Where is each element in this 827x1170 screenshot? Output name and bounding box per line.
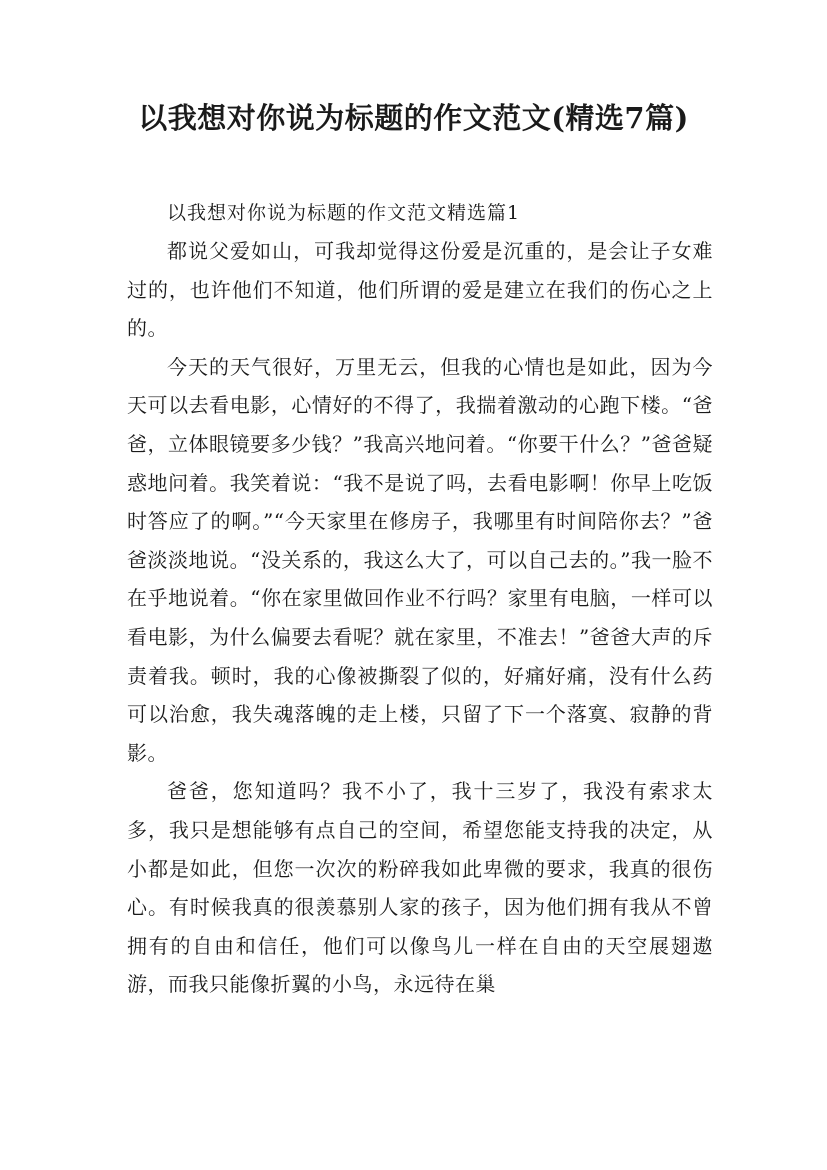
- paragraph-2: 今天的天气很好，万里无云，但我的心情也是如此，因为今天可以去看电影，心情好的不得了，我揣着激动的心跑下楼。“爸爸，立体眼镜要多少钱？”我高兴地问着。“你要干什么？”爸爸疑惑地问着。我笑着说：“我不是说了吗，去看电影啊！你早上吃饭时答应了的啊。”“今天家里在修房子，我哪里有时间陪你去？”爸爸淡淡地说。“没关系的，我这么大了，可以自己去的。”我一脸不在乎地说着。“你在家里做回作业不行吗？家里有电脑，一样可以看电影，为什么偏要去看呢？就在家里，不准去！”爸爸大声的斥责着我。顿时，我的心像被撕裂了似的，好痛好痛，没有什么药可以治愈，我失魂落魄的走上楼，只留了下一个落寞、寂静的背影。: [127, 354, 713, 765]
- document-body: [127, 194, 713, 1004]
- section-heading: 以我想对你说为标题的作文范文精选篇1: [167, 202, 521, 224]
- paragraph-3: 爸爸，您知道吗？我不小了，我十三岁了，我没有索求太多，我只是想能够有点自己的空间，希望您能支持我的决定，从小都是如此，但您一次次的粉碎我如此卑微的要求，我真的很伤心。有时候我真的很羡慕别人家的孩子，因为他们拥有我从不曾拥有的自由和信任，他们可以像鸟儿一样在自由的天空展翅遨游，而我只能像折翼的小鸟，永远待在巢: [127, 779, 713, 997]
- document-title: 以我想对你说为标题的作文范文(精选7篇): [138, 101, 689, 135]
- paragraph-1: 都说父爱如山，可我却觉得这份爱是沉重的，是会让子女难过的，也许他们不知道，他们所谓的爱是建立在我们的伤心之上的。: [127, 239, 713, 341]
